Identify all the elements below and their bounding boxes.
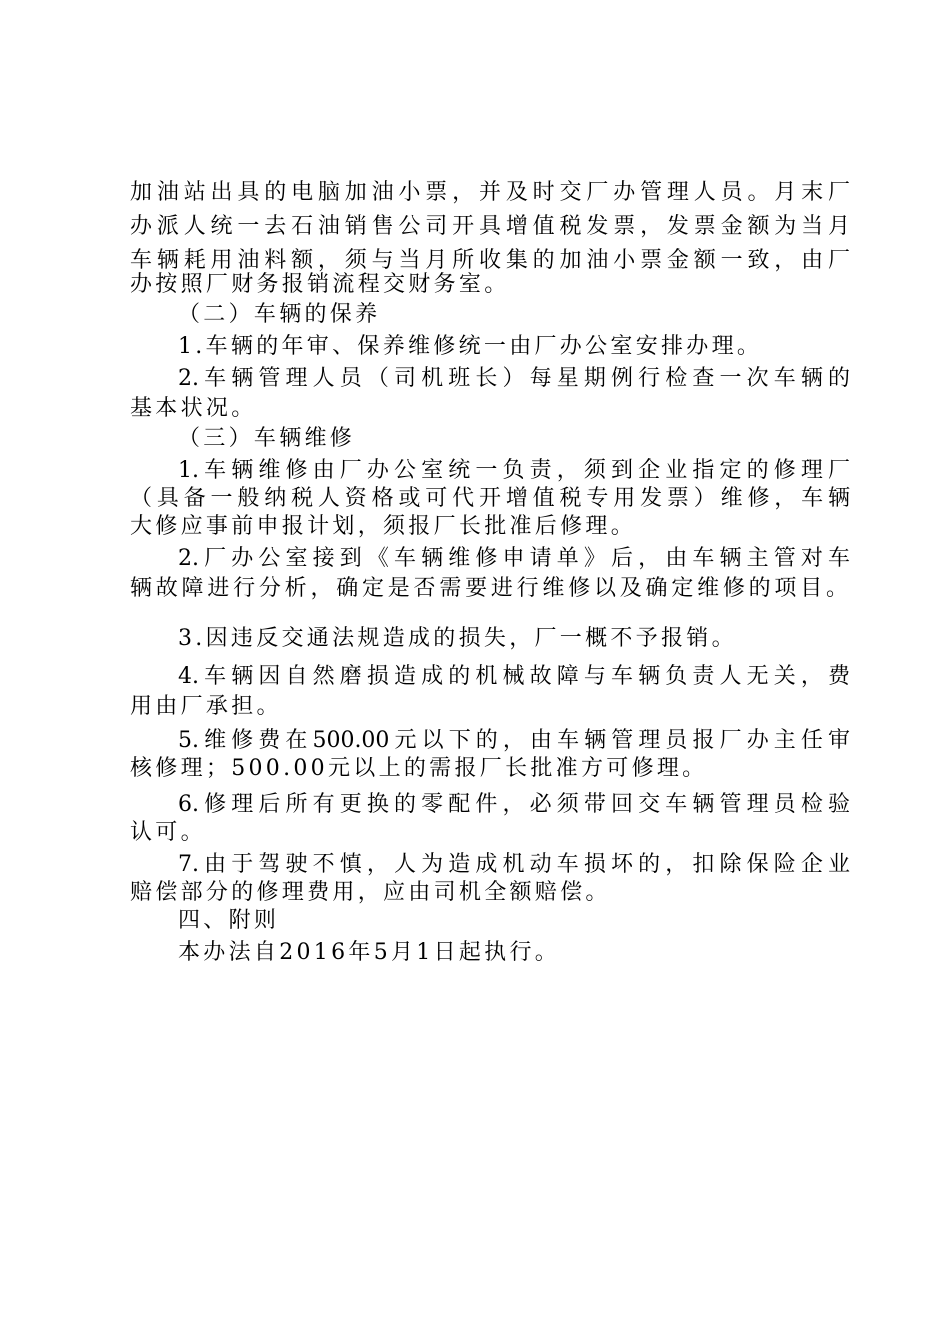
list-item: 1.车辆的年审、保养维修统一由厂办公室安排办理。 [178, 334, 763, 359]
paragraph-line: 加油站出具的电脑加油小票，并及时交厂办管理人员。月末厂 [130, 180, 850, 205]
section-heading: （二）车辆的保养 [178, 302, 381, 327]
paragraph-line: 核修理；500.00元以上的需报厂长批准方可修理。 [130, 756, 708, 781]
paragraph-line: 办派人统一去石油销售公司开具增值税发票，发票金额为当月 [130, 214, 850, 239]
paragraph-line: 基本状况。 [130, 396, 257, 421]
section-heading: （三）车辆维修 [178, 426, 356, 451]
section-heading: 四、附则 [178, 908, 280, 933]
paragraph-line: （具备一般纳税人资格或可代开增值税专用发票）维修，车辆 [130, 486, 850, 511]
list-item: 2.厂办公室接到《车辆维修申请单》后，由车辆主管对车 [178, 546, 850, 571]
paragraph-line: 大修应事前申报计划，须报厂长批准后修理。 [130, 514, 637, 539]
paragraph-line: 赔偿部分的修理费用，应由司机全额赔偿。 [130, 880, 611, 905]
list-item: 2.车辆管理人员（司机班长）每星期例行检查一次车辆的 [178, 366, 850, 391]
list-item: 5.维修费在500.00元以下的，由车辆管理员报厂办主任审 [178, 728, 850, 753]
list-item: 4.车辆因自然磨损造成的机械故障与车辆负责人无关，费 [178, 664, 850, 689]
paragraph-line: 本办法自2016年5月1日起执行。 [178, 940, 561, 965]
list-item: 7.由于驾驶不慎，人为造成机动车损坏的，扣除保险企业 [178, 852, 850, 877]
list-item: 1.车辆维修由厂办公室统一负责，须到企业指定的修理厂 [178, 458, 850, 483]
paragraph-line: 用由厂承担。 [130, 694, 282, 719]
paragraph-line: 认可。 [130, 820, 206, 845]
list-item: 6.修理后所有更换的零配件，必须带回交车辆管理员检验 [178, 792, 850, 817]
paragraph-line: 车辆耗用油料额，须与当月所收集的加油小票金额一致，由厂 [130, 248, 850, 273]
paragraph-line: 办按照厂财务报销流程交财务室。 [130, 272, 510, 297]
paragraph-line: 辆故障进行分析，确定是否需要进行维修以及确定维修的项目。 [130, 576, 848, 601]
list-item: 3.因违反交通法规造成的损失，厂一概不予报销。 [178, 626, 737, 651]
